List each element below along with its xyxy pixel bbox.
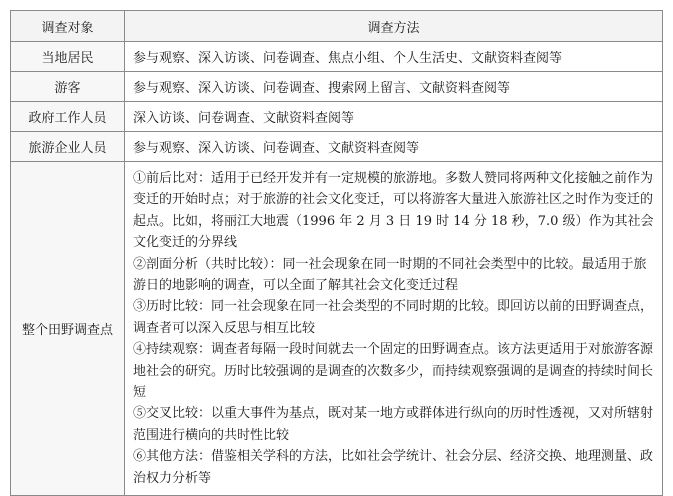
- row-methods: 参与观察、深入访谈、问卷调查、文献资料查阅等: [125, 132, 663, 162]
- field-site-methods: [125, 162, 663, 496]
- row-subject: 游客: [11, 72, 125, 102]
- table-row: [11, 102, 663, 132]
- method-item: ②剖面分析（共时比较）：同一社会现象在同一时期的不同社会类型中的比较。最适用于旅游日的地影响的调查，可以全面了解其社会文化变迁过程: [133, 256, 647, 294]
- column-header-methods: 调查方法: [125, 11, 663, 42]
- method-item: ③历时比较：同一社会现象在同一社会类型的不同时期的比较。即回访以前的田野调查点，调查者可以深入反思与相互比较: [133, 299, 654, 336]
- row-subject: 整个田野调查点: [11, 162, 125, 496]
- survey-methods-table: [10, 10, 663, 496]
- row-subject: 政府工作人员: [11, 102, 125, 132]
- table-header-row: [11, 11, 663, 42]
- method-item: ⑤交叉比较：以重大事件为基点，既对某一地方或群体进行纵向的历时性透视，又对所辖射范围进行横向的共时性比较: [133, 406, 654, 443]
- column-header-subject: 调查对象: [11, 11, 125, 42]
- method-item: ⑥其他方法：借鉴相关学科的方法，比如社会学统计、社会分层、经济交换、地理测量、政治权力分析等: [133, 449, 654, 486]
- row-subject: 当地居民: [11, 42, 125, 72]
- table-row-field-site: [11, 162, 663, 496]
- row-methods: 参与观察、深入访谈、问卷调查、焦点小组、个人生活史、文献资料查阅等: [125, 42, 663, 72]
- table-row: [11, 132, 663, 162]
- row-methods: 深入访谈、问卷调查、文献资料查阅等: [125, 102, 663, 132]
- table-row: [11, 42, 663, 72]
- method-item: ①前后比对：适用于已经开发并有一定规模的旅游地。多数人赞同将两种文化接触之前作为变迁的开始时点；对于旅游的社会文化变迁，可以将游客大量进入旅游社区之时作为变迁的起点。比如，将丽江大地震（1996 年 2 月 3 日 19 时 14 分 18 秒，7.0 级）作为其社会文化变迁的分界线: [133, 171, 654, 251]
- table-row: [11, 72, 663, 102]
- row-methods: 参与观察、深入访谈、问卷调查、搜索网上留言、文献资料查阅等: [125, 72, 663, 102]
- row-subject: 旅游企业人员: [11, 132, 125, 162]
- method-item: ④持续观察：调查者每隔一段时间就去一个固定的田野调查点。该方法更适用于对旅游客源地社会的研究。历时比较强调的是调查的次数多少，而持续观察强调的是调查的持续时间长短: [133, 342, 654, 401]
